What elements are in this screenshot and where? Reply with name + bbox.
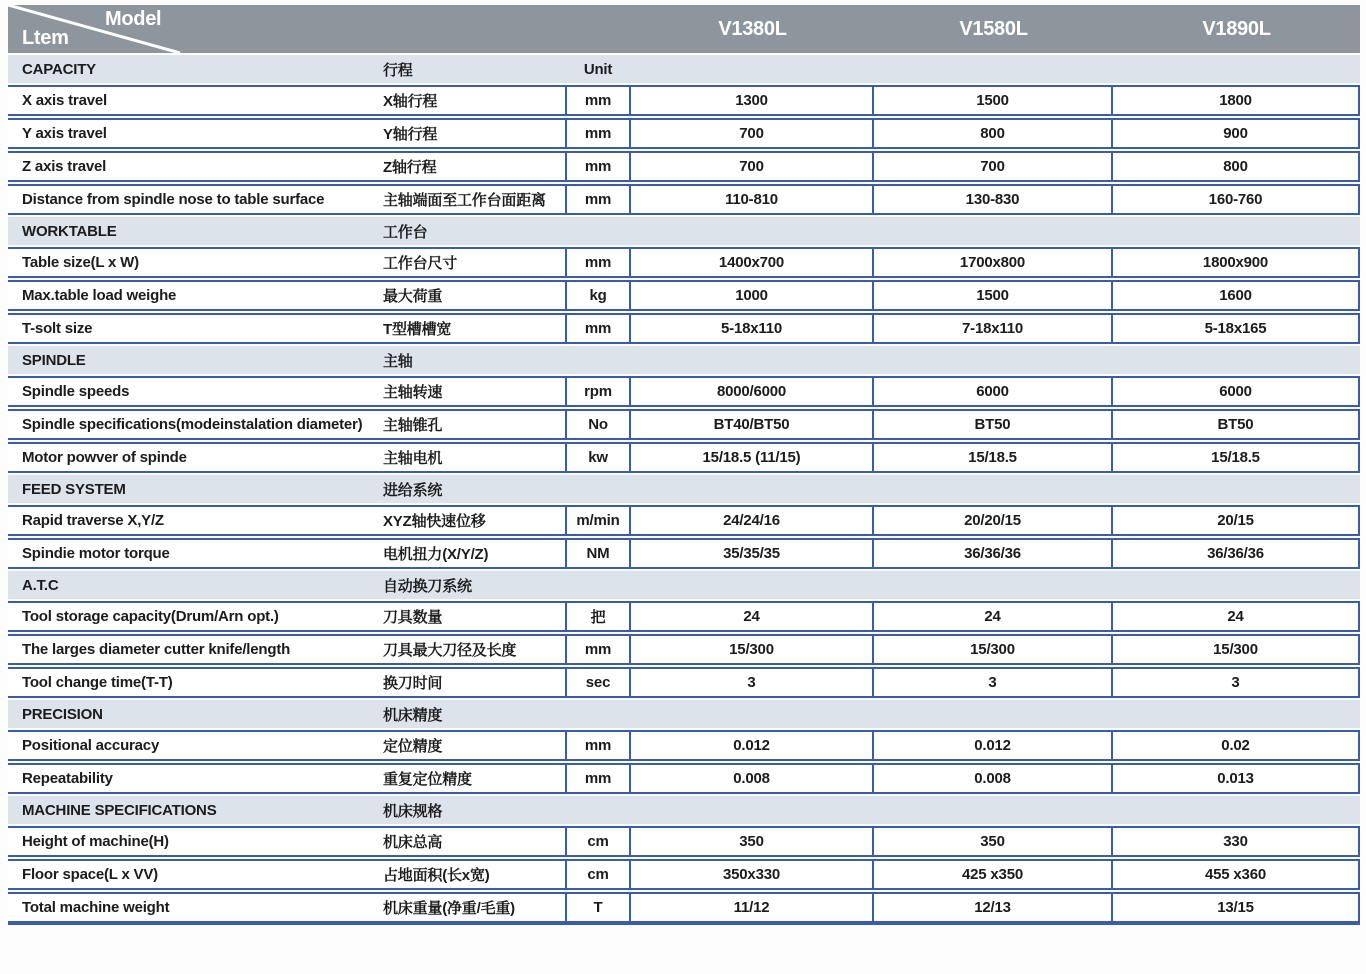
value-cell-v1580l: 1500 xyxy=(874,87,1113,114)
value-cell-v1580l: 15/18.5 xyxy=(874,444,1113,471)
model-column-header-v1380l: V1380L xyxy=(718,17,787,40)
value-cell-v1580l: 1700x800 xyxy=(874,249,1113,276)
item-name-en: Height of machine(H) xyxy=(22,833,169,850)
value-cell-v1380l: 15/300 xyxy=(631,636,874,663)
value-cell-v1380l: 110-810 xyxy=(631,186,874,213)
item-name-cn: 最大荷重 xyxy=(383,288,443,305)
item-name-cn: 刀具数量 xyxy=(383,609,443,626)
value-cell-v1380l: 1000 xyxy=(631,282,874,309)
section-row xyxy=(8,346,1360,374)
model-column-header-v1580l: V1580L xyxy=(959,17,1028,40)
section-row xyxy=(8,700,1360,728)
section-title-cn: 行程 xyxy=(383,61,413,79)
section-title-cn: 主轴 xyxy=(383,352,413,370)
section-unit-label xyxy=(565,700,631,728)
value-cell-v1890l: 15/300 xyxy=(1113,636,1360,663)
value-cell-v1890l: 0.02 xyxy=(1113,732,1360,759)
value-cell-v1580l: 6000 xyxy=(874,378,1113,405)
item-name-en: T-solt size xyxy=(22,320,93,337)
table-row xyxy=(8,118,1360,149)
value-cell-v1890l: 24 xyxy=(1113,603,1360,630)
table-row xyxy=(8,280,1360,311)
section-title-cn: 机床精度 xyxy=(383,706,443,724)
unit-cell: sec xyxy=(565,669,631,696)
table-row xyxy=(8,634,1360,665)
value-cell-v1380l: BT40/BT50 xyxy=(631,411,874,438)
item-name-en: X axis travel xyxy=(22,92,107,109)
table-row xyxy=(8,313,1360,344)
unit-cell: mm xyxy=(565,249,631,276)
item-name-cn: 定位精度 xyxy=(383,738,443,755)
section-spacer xyxy=(631,346,874,374)
section-spacer xyxy=(874,475,1113,503)
table-row xyxy=(8,538,1360,569)
section-unit-label xyxy=(565,796,631,824)
item-name-cn: 机床总高 xyxy=(383,834,443,851)
value-cell-v1380l: 350x330 xyxy=(631,861,874,888)
item-name-en: Floor space(L x VV) xyxy=(22,866,158,883)
corner-item-label: Ltem xyxy=(22,27,69,49)
item-name-cn: 主轴转速 xyxy=(383,384,443,401)
unit-cell: cm xyxy=(565,861,631,888)
value-cell-v1580l: BT50 xyxy=(874,411,1113,438)
unit-cell: T xyxy=(565,894,631,921)
unit-cell: NM xyxy=(565,540,631,567)
value-cell-v1580l: 800 xyxy=(874,120,1113,147)
value-cell-v1380l: 700 xyxy=(631,153,874,180)
item-name-cn: Y轴行程 xyxy=(383,126,438,143)
value-cell-v1890l: 1800 xyxy=(1113,87,1360,114)
value-cell-v1890l: 6000 xyxy=(1113,378,1360,405)
corner-cell xyxy=(8,5,631,53)
value-cell-v1890l: 3 xyxy=(1113,669,1360,696)
value-cell-v1890l: 330 xyxy=(1113,828,1360,855)
value-cell-v1380l: 0.012 xyxy=(631,732,874,759)
item-name-en: Tool change time(T-T) xyxy=(22,674,173,691)
section-spacer xyxy=(1113,217,1360,245)
section-title-en: SPINDLE xyxy=(22,351,86,369)
table-row xyxy=(8,730,1360,761)
item-name-en: Total machine weight xyxy=(22,899,170,916)
section-title-en: WORKTABLE xyxy=(22,222,117,240)
section-title-en: A.T.C xyxy=(22,576,59,594)
item-name-en: Y axis travel xyxy=(22,125,107,142)
value-cell-v1380l: 700 xyxy=(631,120,874,147)
section-spacer xyxy=(1113,700,1360,728)
section-spacer xyxy=(874,346,1113,374)
item-name-en: Tool storage capacity(Drum/Arn opt.) xyxy=(22,608,279,625)
item-name-cn: XYZ轴快速位移 xyxy=(383,513,486,530)
value-cell-v1580l: 1500 xyxy=(874,282,1113,309)
section-unit-label xyxy=(565,346,631,374)
section-row xyxy=(8,571,1360,599)
unit-cell: mm xyxy=(565,732,631,759)
value-cell-v1380l: 1400x700 xyxy=(631,249,874,276)
value-cell-v1380l: 0.008 xyxy=(631,765,874,792)
item-name-en: Positional accuracy xyxy=(22,737,160,754)
section-spacer xyxy=(1113,475,1360,503)
value-cell-v1380l: 35/35/35 xyxy=(631,540,874,567)
item-name-cn: 换刀时间 xyxy=(383,675,443,692)
table-row xyxy=(8,667,1360,698)
table-row xyxy=(8,409,1360,440)
item-name-cn: 电机扭力(X/Y/Z) xyxy=(383,546,489,563)
table-row xyxy=(8,505,1360,536)
item-name-cn: 主轴电机 xyxy=(383,450,443,467)
unit-cell: mm xyxy=(565,120,631,147)
table-row xyxy=(8,826,1360,857)
item-name-en: Distance from spindle nose to table surface xyxy=(22,191,325,208)
section-unit-label xyxy=(565,571,631,599)
value-cell-v1580l: 3 xyxy=(874,669,1113,696)
value-cell-v1890l: 1600 xyxy=(1113,282,1360,309)
item-name-en: The larges diameter cutter knife/length xyxy=(22,641,291,658)
table-row xyxy=(8,892,1360,925)
section-unit-label: Unit xyxy=(583,60,613,78)
value-cell-v1890l: 0.013 xyxy=(1113,765,1360,792)
section-spacer xyxy=(631,55,874,83)
unit-cell: No xyxy=(565,411,631,438)
model-column-header-v1890l: V1890L xyxy=(1202,17,1271,40)
item-name-en: Spindle specifications(modeinstalation diameter) xyxy=(22,416,363,433)
item-name-cn: 刀具最大刀径及长度 xyxy=(383,642,517,659)
corner-model-label: Model xyxy=(105,8,162,30)
item-name-cn: T型槽槽宽 xyxy=(383,321,452,338)
section-spacer xyxy=(631,796,874,824)
section-spacer xyxy=(874,55,1113,83)
section-spacer xyxy=(631,700,874,728)
unit-cell: mm xyxy=(565,87,631,114)
value-cell-v1580l: 15/300 xyxy=(874,636,1113,663)
value-cell-v1890l: BT50 xyxy=(1113,411,1360,438)
item-name-en: Z axis travel xyxy=(22,158,107,175)
section-spacer xyxy=(1113,571,1360,599)
table-row xyxy=(8,601,1360,632)
item-name-cn: 主轴端面至工作台面距离 xyxy=(383,192,546,209)
section-title-cn: 自动换刀系统 xyxy=(383,577,472,595)
table-row xyxy=(8,184,1360,215)
item-name-en: Max.table load weighe xyxy=(22,287,177,304)
unit-cell: mm xyxy=(565,315,631,342)
section-title-cn: 进给系统 xyxy=(383,481,443,499)
table-row xyxy=(8,859,1360,890)
section-title-en: MACHINE SPECIFICATIONS xyxy=(22,801,217,819)
value-cell-v1890l: 1800x900 xyxy=(1113,249,1360,276)
value-cell-v1890l: 160-760 xyxy=(1113,186,1360,213)
value-cell-v1890l: 36/36/36 xyxy=(1113,540,1360,567)
section-spacer xyxy=(874,700,1113,728)
section-title-en: FEED SYSTEM xyxy=(22,480,126,498)
section-spacer xyxy=(874,571,1113,599)
value-cell-v1380l: 24 xyxy=(631,603,874,630)
value-cell-v1890l: 13/15 xyxy=(1113,894,1360,921)
item-name-en: Spindie motor torque xyxy=(22,545,170,562)
unit-cell: mm xyxy=(565,636,631,663)
value-cell-v1580l: 700 xyxy=(874,153,1113,180)
value-cell-v1580l: 24 xyxy=(874,603,1113,630)
section-spacer xyxy=(874,796,1113,824)
unit-cell: cm xyxy=(565,828,631,855)
section-row xyxy=(8,217,1360,245)
value-cell-v1580l: 0.012 xyxy=(874,732,1113,759)
unit-cell: 把 xyxy=(565,603,631,630)
value-cell-v1380l: 11/12 xyxy=(631,894,874,921)
value-cell-v1380l: 350 xyxy=(631,828,874,855)
section-spacer xyxy=(874,217,1113,245)
value-cell-v1580l: 130-830 xyxy=(874,186,1113,213)
unit-cell: kw xyxy=(565,444,631,471)
value-cell-v1380l: 1300 xyxy=(631,87,874,114)
item-name-en: Table size(L x W) xyxy=(22,254,139,271)
spec-table xyxy=(8,5,1360,925)
value-cell-v1380l: 24/24/16 xyxy=(631,507,874,534)
section-spacer xyxy=(1113,55,1360,83)
item-name-cn: 机床重量(净重/毛重) xyxy=(383,900,515,917)
table-row xyxy=(8,442,1360,473)
table-header-row xyxy=(8,5,1360,53)
section-row xyxy=(8,475,1360,503)
section-row xyxy=(8,55,1360,83)
item-name-en: Spindle speeds xyxy=(22,383,130,400)
value-cell-v1580l: 12/13 xyxy=(874,894,1113,921)
item-name-cn: 工作台尺寸 xyxy=(383,255,458,272)
table-row xyxy=(8,85,1360,116)
value-cell-v1380l: 3 xyxy=(631,669,874,696)
item-name-cn: 重复定位精度 xyxy=(383,771,472,788)
section-title-cn: 机床规格 xyxy=(383,802,443,820)
value-cell-v1890l: 15/18.5 xyxy=(1113,444,1360,471)
section-unit-label xyxy=(565,217,631,245)
value-cell-v1890l: 455 x360 xyxy=(1113,861,1360,888)
unit-cell: kg xyxy=(565,282,631,309)
unit-cell: mm xyxy=(565,765,631,792)
value-cell-v1380l: 8000/6000 xyxy=(631,378,874,405)
section-unit-label xyxy=(565,475,631,503)
section-title-en: PRECISION xyxy=(22,705,103,723)
table-row xyxy=(8,763,1360,794)
section-spacer xyxy=(631,475,874,503)
item-name-cn: 主轴锥孔 xyxy=(383,417,443,434)
table-row xyxy=(8,376,1360,407)
value-cell-v1380l: 5-18x110 xyxy=(631,315,874,342)
value-cell-v1890l: 800 xyxy=(1113,153,1360,180)
item-name-en: Motor powver of spinde xyxy=(22,449,187,466)
section-spacer xyxy=(631,217,874,245)
section-title-cn: 工作台 xyxy=(383,223,428,241)
item-name-cn: X轴行程 xyxy=(383,93,438,110)
value-cell-v1890l: 20/15 xyxy=(1113,507,1360,534)
item-name-cn: 占地面积(长x宽) xyxy=(383,867,490,884)
value-cell-v1580l: 350 xyxy=(874,828,1113,855)
value-cell-v1580l: 7-18x110 xyxy=(874,315,1113,342)
value-cell-v1890l: 5-18x165 xyxy=(1113,315,1360,342)
item-name-en: Rapid traverse X,Y/Z xyxy=(22,512,164,529)
value-cell-v1580l: 20/20/15 xyxy=(874,507,1113,534)
section-spacer xyxy=(1113,796,1360,824)
section-title-en: CAPACITY xyxy=(22,60,96,78)
value-cell-v1580l: 425 x350 xyxy=(874,861,1113,888)
table-row xyxy=(8,247,1360,278)
item-name-en: Repeatability xyxy=(22,770,113,787)
unit-cell: rpm xyxy=(565,378,631,405)
unit-cell: m/min xyxy=(565,507,631,534)
value-cell-v1580l: 0.008 xyxy=(874,765,1113,792)
item-name-cn: Z轴行程 xyxy=(383,159,437,176)
section-spacer xyxy=(631,571,874,599)
value-cell-v1380l: 15/18.5 (11/15) xyxy=(631,444,874,471)
value-cell-v1890l: 900 xyxy=(1113,120,1360,147)
unit-cell: mm xyxy=(565,186,631,213)
section-spacer xyxy=(1113,346,1360,374)
table-row xyxy=(8,151,1360,182)
value-cell-v1580l: 36/36/36 xyxy=(874,540,1113,567)
section-row xyxy=(8,796,1360,824)
unit-cell: mm xyxy=(565,153,631,180)
